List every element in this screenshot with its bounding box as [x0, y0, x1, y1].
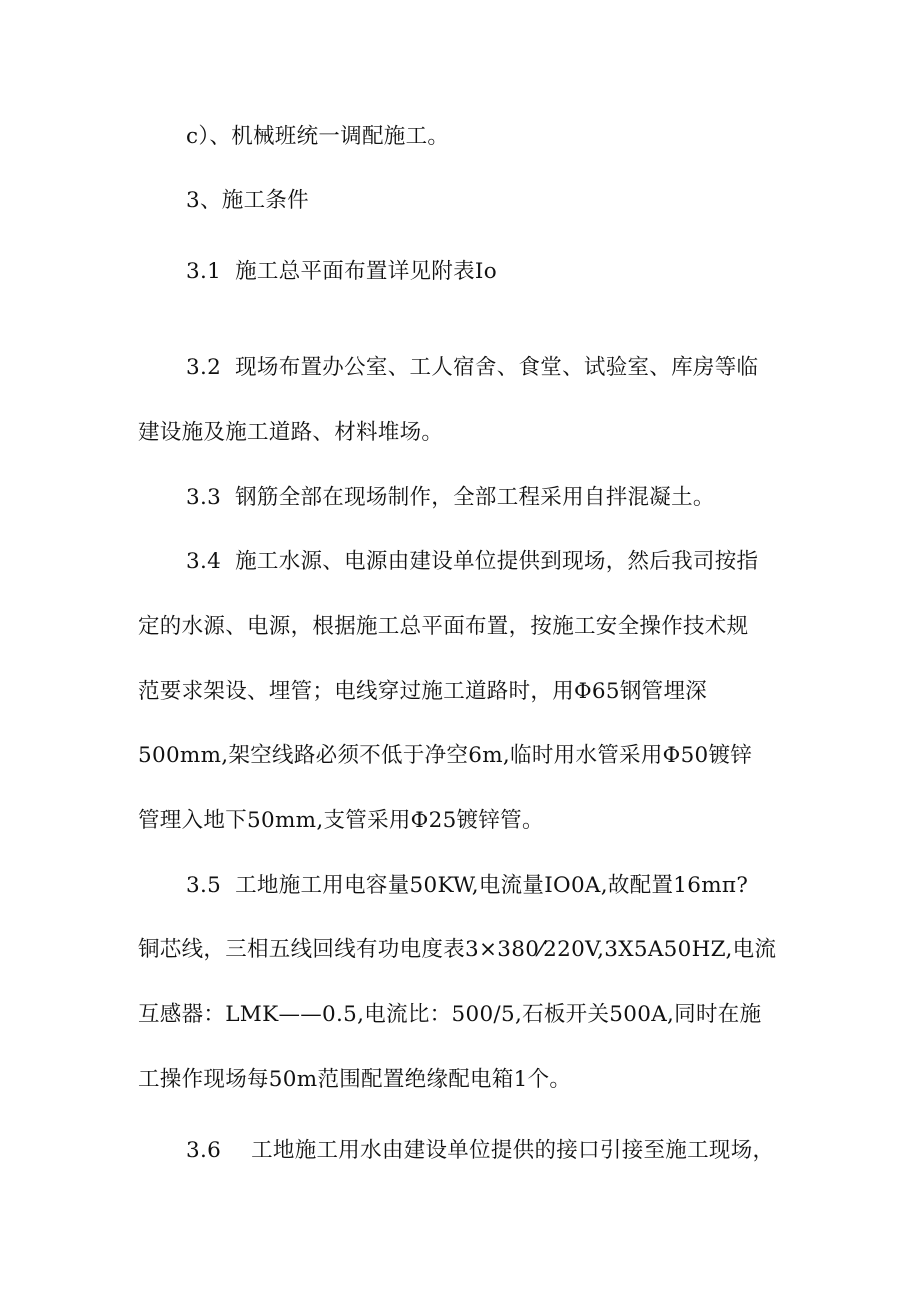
paragraph-line: [186, 547, 758, 577]
paragraph-line: 管理入地下50mm,支管采用Φ25镀锌管。: [138, 808, 544, 833]
section-number: 3.6: [186, 1138, 222, 1163]
section-number: 3.3: [186, 485, 222, 510]
paragraph-line: [186, 483, 715, 513]
paragraph-line: c）、机械班统一调配施工。: [186, 124, 450, 149]
section-number: 3.1: [186, 259, 222, 284]
paragraph-line: [186, 1136, 774, 1166]
paragraph-line: [186, 871, 748, 901]
section-heading: 3、施工条件: [186, 188, 309, 213]
paragraph-text: 工地施工用电容量50KW,电流量IO0A,故配置16mπ?: [235, 873, 749, 898]
section-number: 3.4: [186, 549, 222, 574]
paragraph-line: 500mm,架空线路必须不低于净空6m,临时用水管采用Φ50镀锌: [138, 743, 753, 768]
paragraph-text: 钢筋全部在现场制作，全部工程采用自拌混凝土。: [235, 485, 715, 510]
paragraph-line: 互感器：LMK——0.5,电流比：500/5,石板开关500A,同时在施: [138, 1002, 762, 1027]
paragraph-line: [186, 257, 497, 287]
paragraph-text: 施工总平面布置详见附表Io: [235, 259, 497, 284]
paragraph-line: 工操作现场每50m范围配置绝缘配电箱1个。: [138, 1067, 572, 1092]
paragraph-line: 建设施及施工道路、材料堆场。: [138, 420, 444, 445]
paragraph-line: 定的水源、电源，根据施工总平面布置，按施工安全操作技术规: [138, 614, 749, 639]
paragraph-text: 工地施工用水由建设单位提供的接口引接至施工现场，: [251, 1138, 775, 1163]
section-number: 3.2: [186, 355, 222, 380]
paragraph-line: [186, 353, 758, 383]
paragraph-line: 范要求架设、埋管；电线穿过施工道路时，用Φ65钢管埋深: [138, 679, 708, 704]
paragraph-line: 铜芯线，三相五线回线有功电度表3×380⁄220V,3X5A50HZ,电流: [138, 937, 777, 962]
paragraph-text: 现场布置办公室、工人宿舍、食堂、试验室、库房等临: [235, 355, 759, 380]
section-number: 3.5: [186, 873, 222, 898]
paragraph-text: 施工水源、电源由建设单位提供到现场，然后我司按指: [235, 549, 759, 574]
